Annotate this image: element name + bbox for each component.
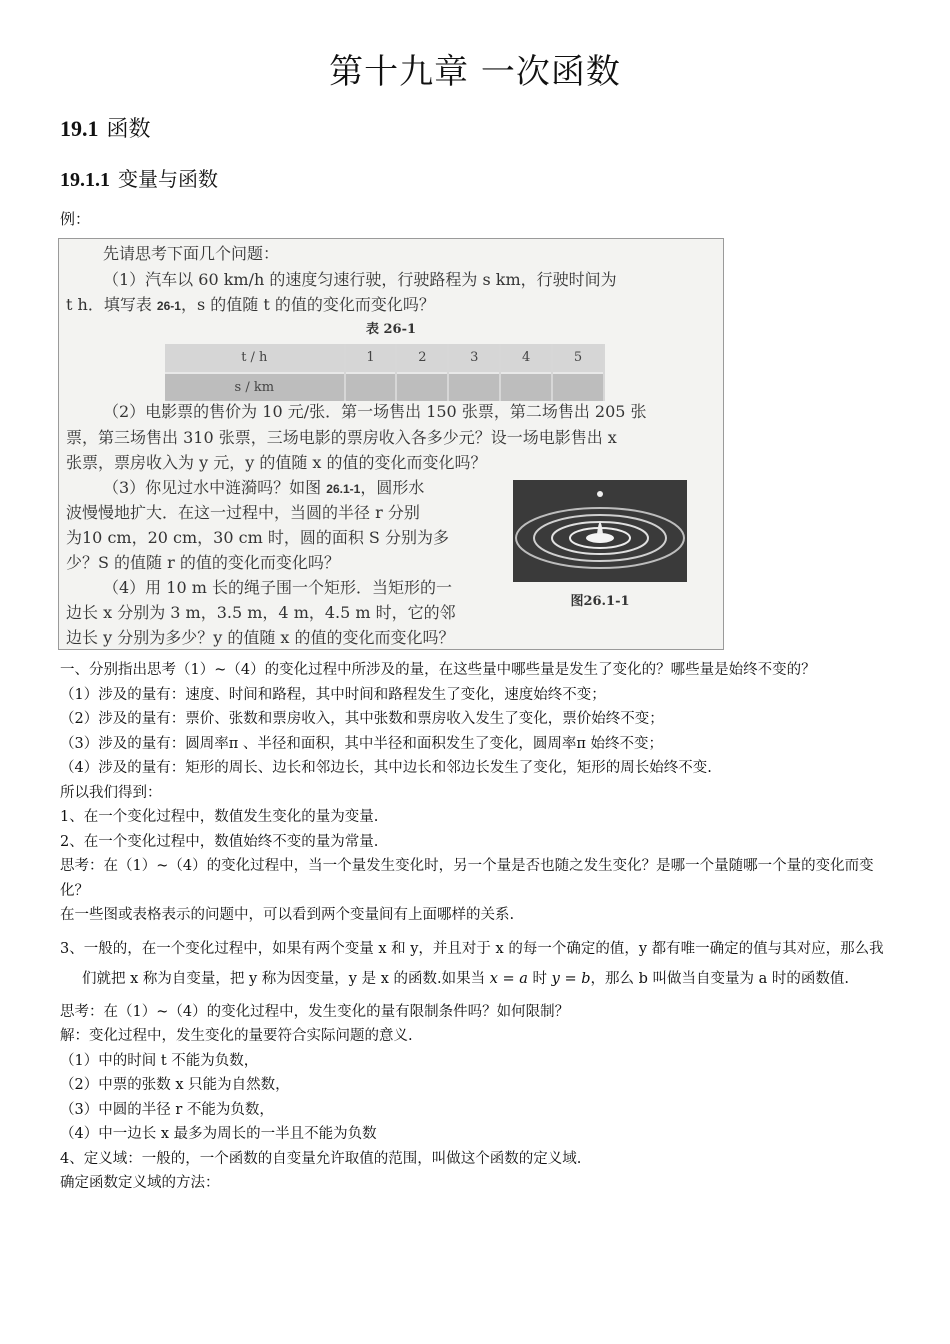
body-paragraph: 思考：在（1）~（4）的变化过程中，发生变化的量有限制条件吗？如何限制？ [60, 1003, 570, 1020]
scan-q4-line3: 边长 y 分别为多少？y 的值随 x 的值的变化而变化吗？ [66, 628, 455, 647]
body-paragraph: 一、分别指出思考（1）~（4）的变化过程中所涉及的量，在这些量中哪些量是发生了变化的？哪些量是始终不变的？ [60, 662, 816, 678]
scan-table-title: 表 26-1 [365, 322, 417, 337]
body-paragraph: （2）涉及的量有：票价、张数和票房收入，其中张数和票房收入发生了变化，票价始终不变； [60, 711, 664, 727]
scan-q3-line4: 少？S 的值随 r 的值的变化而变化吗？ [66, 553, 340, 572]
scan-q2-line1: （2）电影票的售价为 10 元/张．第一场售出 150 张票，第二场售出 205 张 [103, 402, 647, 421]
body-paragraph: （1）涉及的量有：速度、时间和路程，其中时间和路程发生了变化，速度始终不变； [60, 686, 606, 703]
body-paragraph: 确定函数定义域的方法： [60, 1175, 220, 1191]
scan-q3-line2: 波慢慢地扩大．在这一过程中，当圆的半径 r 分别 [66, 503, 420, 522]
chapter-title: 第十九章 一次函数 [329, 52, 621, 92]
scan-q3-line3: 为10 cm，20 cm，30 cm 时，圆的面积 S 分别为多 [66, 528, 449, 547]
body-paragraph: （3）中圆的半径 r 不能为负数， [60, 1101, 274, 1118]
scan-q1-line1: （1）汽车以 60 km/h 的速度匀速行驶，行驶路程为 s km，行驶时间为 [103, 270, 617, 289]
textbook-scan [58, 238, 724, 650]
section-number: 19.1 [60, 116, 99, 141]
scan-q4-line2: 边长 x 分别为 3 m，3.5 m，4 m，4.5 m 时，它的邻 [66, 603, 456, 622]
scan-table [165, 344, 605, 401]
scan-intro: 先请思考下面几个问题： [103, 244, 280, 263]
body-paragraph: 思考：在（1）~（4）的变化过程中，当一个量发生变化时，另一个量是否也随之发生变化？是哪一个量随哪一个量的变化而变化？ [60, 858, 874, 899]
scan-figure-ref: 26.1-1 [326, 482, 361, 496]
ripple-photo [513, 480, 687, 582]
body-paragraph: 在一些图或表格表示的问题中，可以看到两个变量间有上面哪样的关系. [60, 907, 515, 923]
body-paragraph: （4）涉及的量有：矩形的周长、边长和邻边长，其中边长和邻边长发生了变化，矩形的周长始终不变. [60, 760, 712, 776]
math-x-equals-a: x = a [489, 970, 528, 987]
body-paragraph: （3）涉及的量有：圆周率π 、半径和面积，其中半径和面积发生了变化，圆周率π 始终不变； [60, 735, 663, 752]
body-paragraph: （4）中一边长 x 最多为周长的一半且不能为负数 [60, 1126, 377, 1142]
ripple-image [513, 480, 687, 582]
body-paragraph: 1、在一个变化过程中，数值发生变化的量为变量. [60, 809, 379, 825]
subsection-number: 19.1.1 [60, 169, 110, 191]
scan-table-row: t / h 1 2 3 4 5 [165, 344, 604, 373]
body-text [60, 658, 896, 1196]
body-paragraph: 解：变化过程中，发生变化的量要符合实际问题的意义. [60, 1028, 413, 1044]
subsection-title: 变量与函数 [118, 167, 218, 191]
scan-q4-line1: （4）用 10 m 长的绳子围一个矩形．当矩形的一 [103, 578, 452, 597]
figure-caption: 图26.1-1 [570, 594, 630, 609]
scan-q2-line2: 票，第三场售出 310 张票，三场电影的票房收入各多少元？设一场电影售出 x [66, 428, 617, 447]
scan-q3-line1: （3）你见过水中涟漪吗？如图 26.1-1，圆形水 [103, 478, 425, 497]
scan-table-ref: 26-1 [156, 299, 181, 313]
body-paragraph: （2）中票的张数 x 只能为自然数， [60, 1077, 290, 1093]
body-paragraph: 4、定义域：一般的，一个函数的自变量允许取值的范围，叫做这个函数的定义域. [60, 1150, 582, 1167]
scan-table-row: s / km [165, 373, 604, 402]
math-y-equals-b: y = b [551, 970, 591, 987]
subsection-heading [60, 163, 218, 192]
example-label: 例： [60, 210, 91, 228]
section-title: 函数 [106, 117, 151, 142]
scan-q1-line2: t h．填写表 26-1，s 的值随 t 的值的变化而变化吗？ [66, 295, 435, 314]
scan-q2-line3: 张票，票房收入为 y 元，y 的值随 x 的值的变化而变化吗？ [66, 453, 487, 472]
body-paragraph: （1）中的时间 t 不能为负数， [60, 1052, 259, 1069]
body-paragraph: 所以我们得到： [60, 784, 162, 801]
section-heading [60, 112, 151, 143]
body-paragraph: 2、在一个变化过程中，数值始终不变的量为常量. [60, 833, 379, 850]
function-definition: 3、一般的，在一个变化过程中，如果有两个变量 x 和 y，并且对于 x 的每一个确定的值，y 都有唯一确定的值与其对应，那么我们就把 x 称为自变量，把 y 称为因变量，y 是 x 的函数.如果当 x = a 时 y = b，那么 b 叫做当自变量为 a 时的函数值. [60, 940, 884, 987]
